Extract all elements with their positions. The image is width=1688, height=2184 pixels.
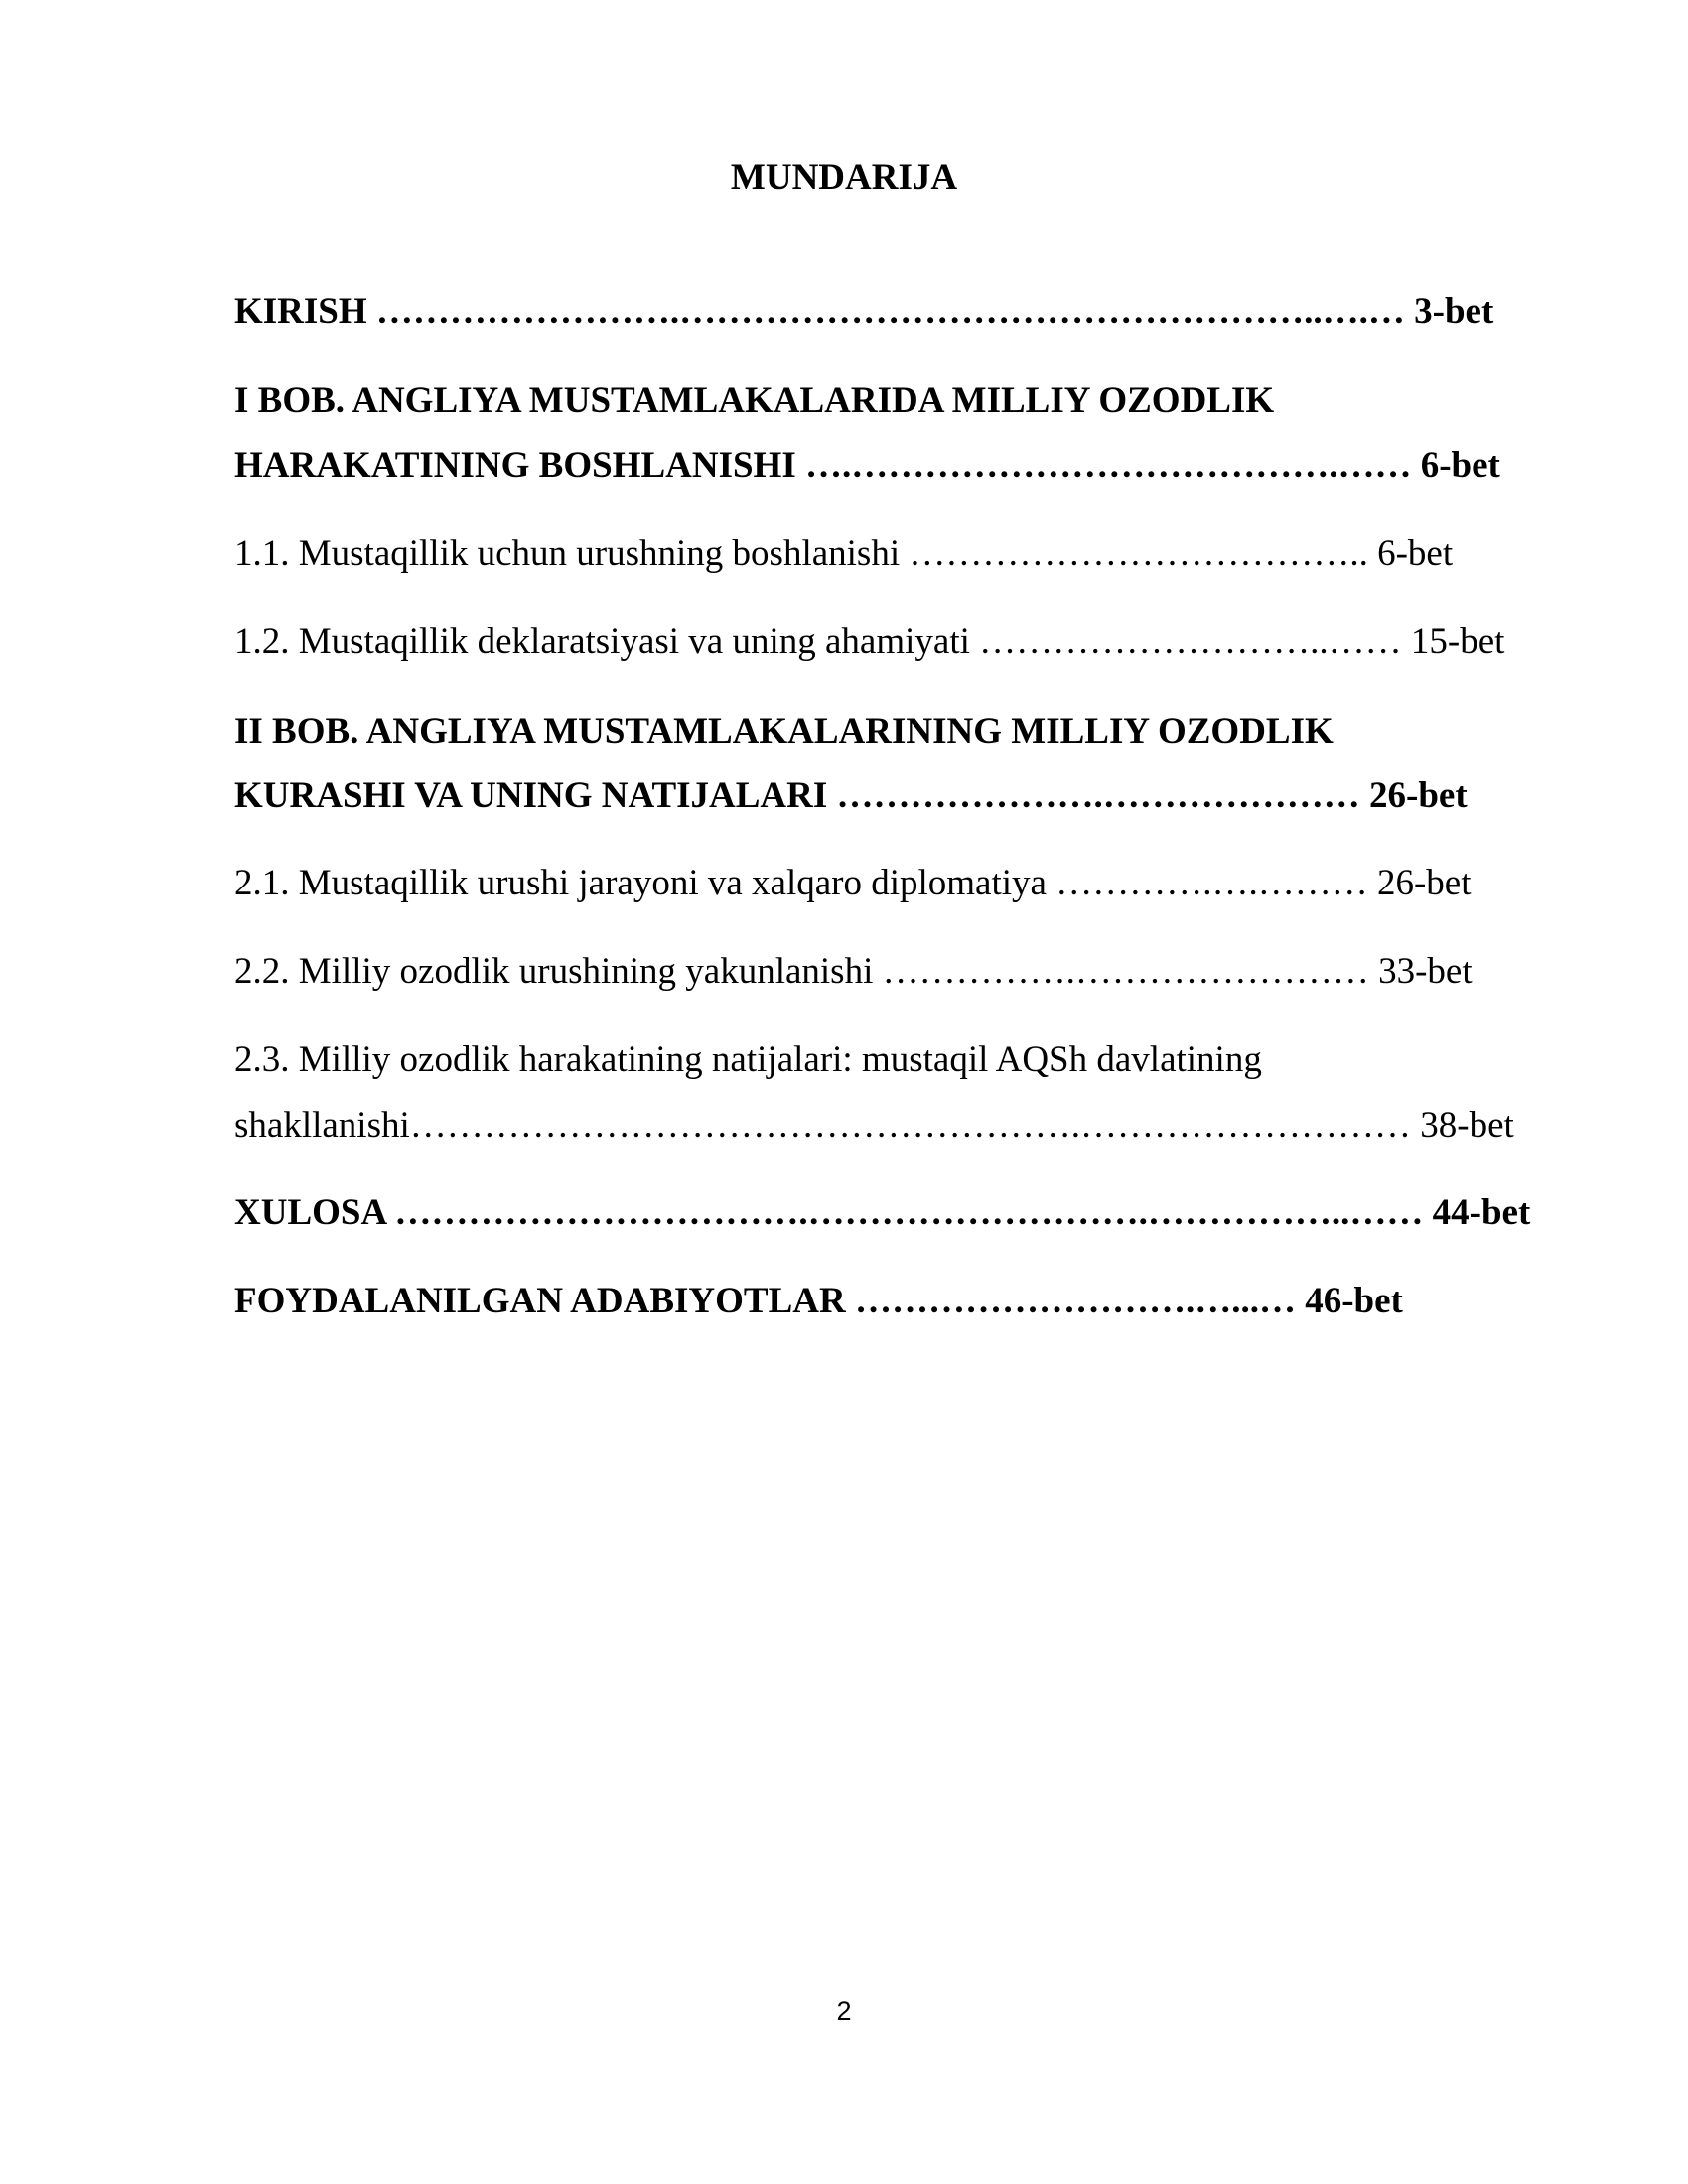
page-number: 2 — [836, 1996, 852, 2026]
toc-entry-1-2: 1.2. Mustaqillik deklaratsiyasi va uning ahamiyati ………………………..…… 15-bet — [234, 621, 1505, 662]
toc-entry-2-1: 2.1. Mustaqillik urushi jarayoni va xalqaro diplomatiya ………….….……… 26-bet — [234, 863, 1472, 903]
page-title: MUNDARIJA — [730, 157, 958, 198]
toc-entry-chapter-1: HARAKATINING BOSHLANISHI ….………………………………….…… 6-bet — [234, 445, 1500, 485]
toc-entry-2-2: 2.2. Milliy ozodlik urushining yakunlanishi …………….…………………… 33-bet — [234, 951, 1473, 992]
toc-entry-2-3: shakllanishi……………………………………………….……………………… 38-bet — [234, 1105, 1514, 1146]
toc-entry-chapter-2: KURASHI VA UNING NATIJALARI ………………….………………… 26-bet — [234, 775, 1468, 816]
toc-entry-xulosa: XULOSA …………………………….……………………….……………..…… 44-bet — [234, 1192, 1531, 1233]
toc-entry-chapter-2-title: II BOB. ANGLIYA MUSTAMLAKALARINING MILLIY OZODLIK — [234, 711, 1334, 751]
toc-entry-1-1: 1.1. Mustaqillik uchun urushning boshlanishi ……………………………….. 6-bet — [234, 533, 1454, 574]
toc-entry-kirish: KIRISH …………………….……………………………………………..….… 3-bet — [234, 291, 1494, 332]
toc-entry-2-3-title: 2.3. Milliy ozodlik harakatining natijalari: mustaqil AQSh davlatining — [234, 1039, 1262, 1080]
toc-entry-chapter-1-title: I BOB. ANGLIYA MUSTAMLAKALARIDA MILLIY OZODLIK — [234, 380, 1275, 421]
toc-entry-references: FOYDALANILGAN ADABIYOTLAR ……………………….…...… 46-bet — [234, 1281, 1403, 1321]
